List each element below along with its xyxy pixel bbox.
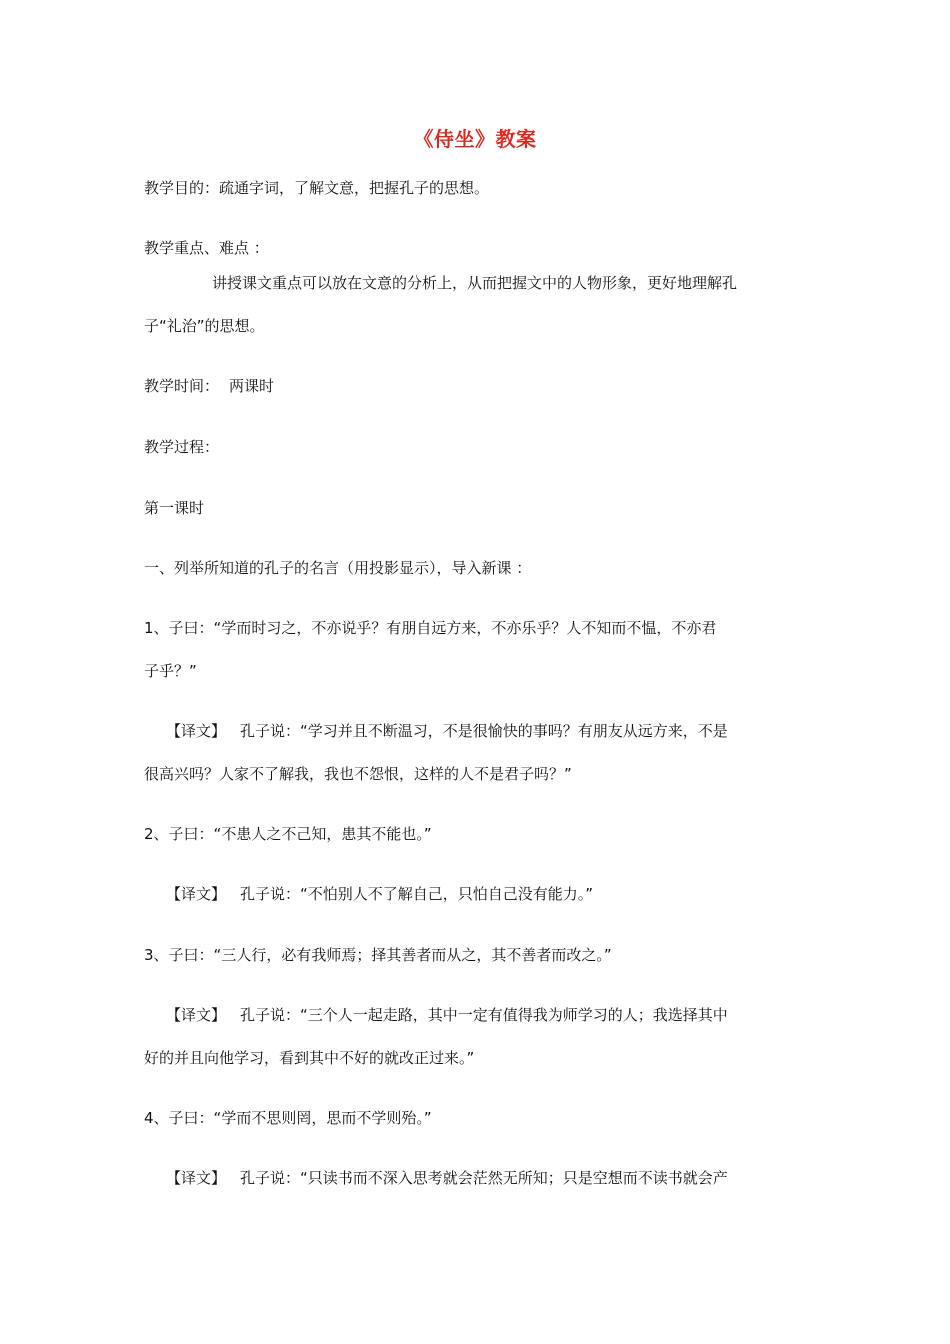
teaching-time (144, 376, 274, 396)
translation-tag: 【译文】 (166, 1169, 227, 1187)
teaching-time-value: 两课时 (229, 377, 275, 395)
translation-1-line2: 很高兴吗？人家不了解我，我也不怨恨，这样的人不是君子吗？” (144, 765, 572, 783)
translation-3-line1: 【译文】 孔子说：“三个人一起走路，其中一定有值得我为师学习的人；我选择其中 (166, 1006, 728, 1024)
lesson-one-heading: 第一课时 (144, 499, 205, 517)
translation-tag: 【译文】 (166, 1006, 227, 1024)
teaching-objective: 教学目的：疏通字词，了解文意，把握孔子的思想。 (144, 179, 490, 197)
teaching-time-label: 教学时间： (144, 377, 220, 395)
translation-3-line2: 好的并且向他学习，看到其中不好的就改正过来。” (144, 1049, 475, 1067)
keypoints-label: 教学重点、难点 ： (144, 239, 269, 257)
quote-4-line1: 4、子曰：“学而不思则罔，思而不学则殆。” (144, 1109, 432, 1127)
translation-1-line1: 【译文】 孔子说：“学习并且不断温习，不是很愉快的事吗？有朋友从远方来，不是 (166, 722, 728, 740)
translation-2-line1: 【译文】 孔子说：“不怕别人不了解自己，只怕自己没有能力。” (166, 885, 594, 903)
quote-1-line2: 子乎？” (144, 662, 197, 680)
document-title: 《侍坐》教案 (413, 127, 537, 151)
translation-4-line1: 【译文】 孔子说：“只读书而不深入思考就会茫然无所知；只是空想而不读书就会产 (166, 1169, 728, 1187)
translation-tag: 【译文】 (166, 722, 227, 740)
quote-2-line1: 2、子曰：“不患人之不己知，患其不能也。” (144, 825, 432, 843)
keypoints-text-line2: 子“礼治”的思想。 (144, 317, 265, 335)
keypoints-text-line1: 讲授课文重点可以放在文意的分析上，从而把握文中的人物形象，更好地理解孔 (212, 274, 738, 292)
quote-1-line1: 1、子曰：“学而时习之，不亦说乎？有朋自远方来，不亦乐乎？人不知而不愠，不亦君 (144, 619, 717, 637)
quote-3-line1: 3、子曰：“三人行，必有我师焉；择其善者而从之，其不善者而改之。” (144, 946, 612, 964)
section-one-heading: 一、列举所知道的孔子的名言（用投影显示），导入新课 ： (144, 559, 532, 577)
translation-tag: 【译文】 (166, 885, 227, 903)
teaching-process-label: 教学过程： (144, 438, 220, 456)
